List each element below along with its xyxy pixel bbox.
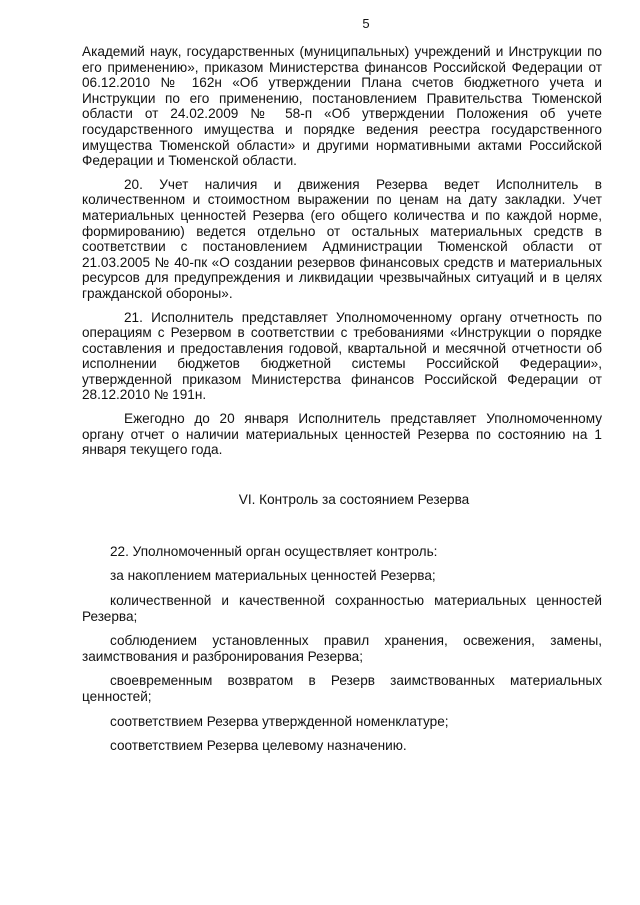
control-item: своевременным возвратом в Резерв заимствованных материальных ценностей; bbox=[82, 673, 602, 704]
paragraph-annual-report: Ежегодно до 20 января Исполнитель представляет Уполномоченному органу отчет о наличии материальных ценностей Резерва по состоянию на 1 января текущего года. bbox=[82, 411, 602, 458]
section-title: VI. Контроль за состоянием Резерва bbox=[238, 491, 470, 507]
control-item: соблюдением установленных правил хранения, освежения, замены, заимствования и разбронирования Резерва; bbox=[82, 633, 602, 664]
control-item: количественной и качественной сохранностью материальных ценностей Резерва; bbox=[82, 593, 602, 624]
paragraph-continuation: Академий наук, государственных (муниципальных) учреждений и Инструкции по его применению», приказом Министерства финансов Российской Федерации от 06.12.2010 № 162н «Об утверждении Плана счетов бюджетного учета и Инструкции по его применению, постановлением Правительства Тюменской области от 24.02.2009 № 58-п «Об утверждении Положения об учете государственного имущества и порядке ведения реестра государственного имущества Тюменской области» и другими нормативными актами Российской Федерации и Тюменской области. bbox=[82, 44, 602, 169]
control-item: за накоплением материальных ценностей Резерва; bbox=[110, 568, 436, 584]
control-item: соответствием Резерва утвержденной номенклатуре; bbox=[110, 713, 449, 729]
page-number: 5 bbox=[362, 16, 370, 31]
paragraph-item-22: 22. Уполномоченный орган осуществляет контроль: bbox=[110, 543, 438, 559]
paragraph-item-20: 20. Учет наличия и движения Резерва ведет Исполнитель в количественном и стоимостном выражении по ценам на дату закладки. Учет материальных ценностей Резерва (его общего количества и по каждой норме, формированию) ведется отдельно от остальных материальных средств в соответствии с постановлением Администрации Тюменской области от 21.03.2005 № 40-пк «О создании резервов финансовых средств и материальных ресурсов для предупреждения и ликвидации чрезвычайных ситуаций и в целях гражданской обороны». bbox=[82, 176, 602, 301]
control-item: соответствием Резерва целевому назначению. bbox=[110, 738, 407, 754]
paragraph-item-21: 21. Исполнитель представляет Уполномоченному органу отчетность по операциям с Резервом в соответствии с требованиями «Инструкции о порядке составления и предоставления годовой, квартальной и месячной отчетности об исполнении бюджетов бюджетной системы Российской Федерации», утвержденной приказом Министерства финансов Российской Федерации от 28.12.2010 № 191н. bbox=[82, 309, 602, 403]
